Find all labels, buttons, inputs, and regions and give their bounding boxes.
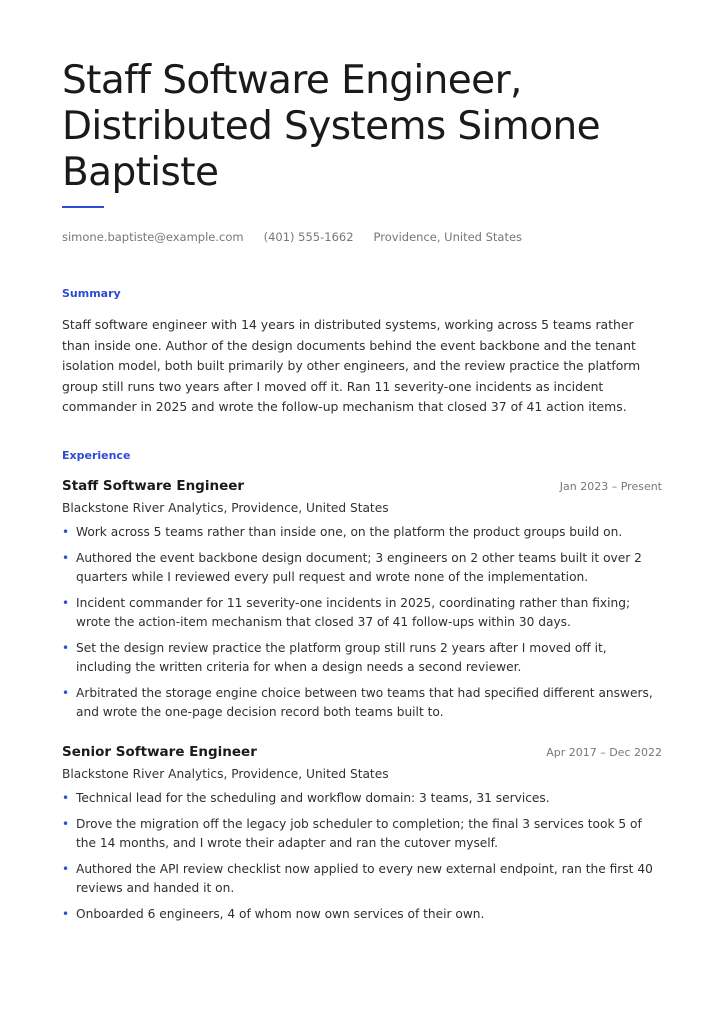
job-bullets (62, 523, 662, 723)
contact-email[interactable]: simone.baptiste@example.com (62, 230, 244, 244)
bullet-icon: • (62, 791, 70, 805)
job-entry (62, 478, 662, 729)
bullet-icon: • (62, 550, 70, 565)
list-item: • Incident commander for 11 severity-one incidents in 2025, coordinating rather than fixing; wrote the action-item mechanism that closed 37 of 41 follow-ups within 30 days. (62, 595, 631, 629)
accent-divider (62, 206, 104, 208)
bullet-icon: • (62, 595, 70, 610)
contact-line (62, 230, 522, 244)
job-title: Senior Software Engineer (62, 744, 257, 760)
job-dates: Jan 2023 – Present (559, 480, 662, 493)
job-company: Blackstone River Analytics, Providence, United States (62, 501, 389, 515)
page-title: Staff Software Engineer, Distributed Systems Simone Baptiste (62, 58, 600, 195)
job-title: Staff Software Engineer (62, 478, 245, 494)
bullet-icon: • (62, 685, 70, 700)
job-entry (62, 744, 662, 930)
experience-heading: Experience (62, 449, 131, 462)
list-item: • Authored the API review checklist now applied to every new external endpoint, ran the first 40 reviews and handed it on. (62, 861, 653, 895)
bullet-icon: • (62, 861, 70, 876)
summary-text: Staff software engineer with 14 years in distributed systems, working across 5 teams rather than inside one. Author of the design documents behind the event backbone and the tenant isolation model, both built primarily by other engineers, and the review practice the platform group still runs two years after I moved off it. Ran 11 severity-one incidents as incident commander in 2025 and wrote the follow-up mechanism that closed 37 of 41 action items. (62, 317, 641, 414)
contact-location: Providence, United States (373, 230, 523, 244)
bullet-icon: • (62, 525, 70, 539)
job-bullets (62, 789, 662, 924)
list-item: • Work across 5 teams rather than inside one, on the platform the product groups build on. (62, 523, 662, 543)
list-item: • Authored the event backbone design document; 3 engineers on 2 other teams built it over 2 quarters while I reviewed every pull request and wrote none of the implementation. (62, 550, 642, 584)
bullet-icon: • (62, 816, 70, 831)
list-item: • Arbitrated the storage engine choice between two teams that had specified different answers, and wrote the one-page decision record both teams built to. (62, 685, 653, 719)
list-item: • Onboarded 6 engineers, 4 of whom now own services of their own. (62, 905, 662, 925)
job-dates: Apr 2017 – Dec 2022 (546, 746, 662, 759)
bullet-icon: • (62, 906, 70, 921)
list-item: • Drove the migration off the legacy job scheduler to completion; the final 3 services took 5 of the 14 months, and I wrote their adapter and ran the cutover myself. (62, 816, 642, 850)
list-item: • Set the design review practice the platform group still runs 2 years after I moved off it, including the written criteria for when a design needs a second reviewer. (62, 640, 607, 674)
list-item: • Technical lead for the scheduling and workflow domain: 3 teams, 31 services. (62, 789, 662, 809)
summary-heading: Summary (62, 287, 121, 300)
bullet-icon: • (62, 640, 70, 655)
contact-phone[interactable]: (401) 555-1662 (263, 230, 354, 244)
job-company: Blackstone River Analytics, Providence, United States (62, 767, 389, 781)
